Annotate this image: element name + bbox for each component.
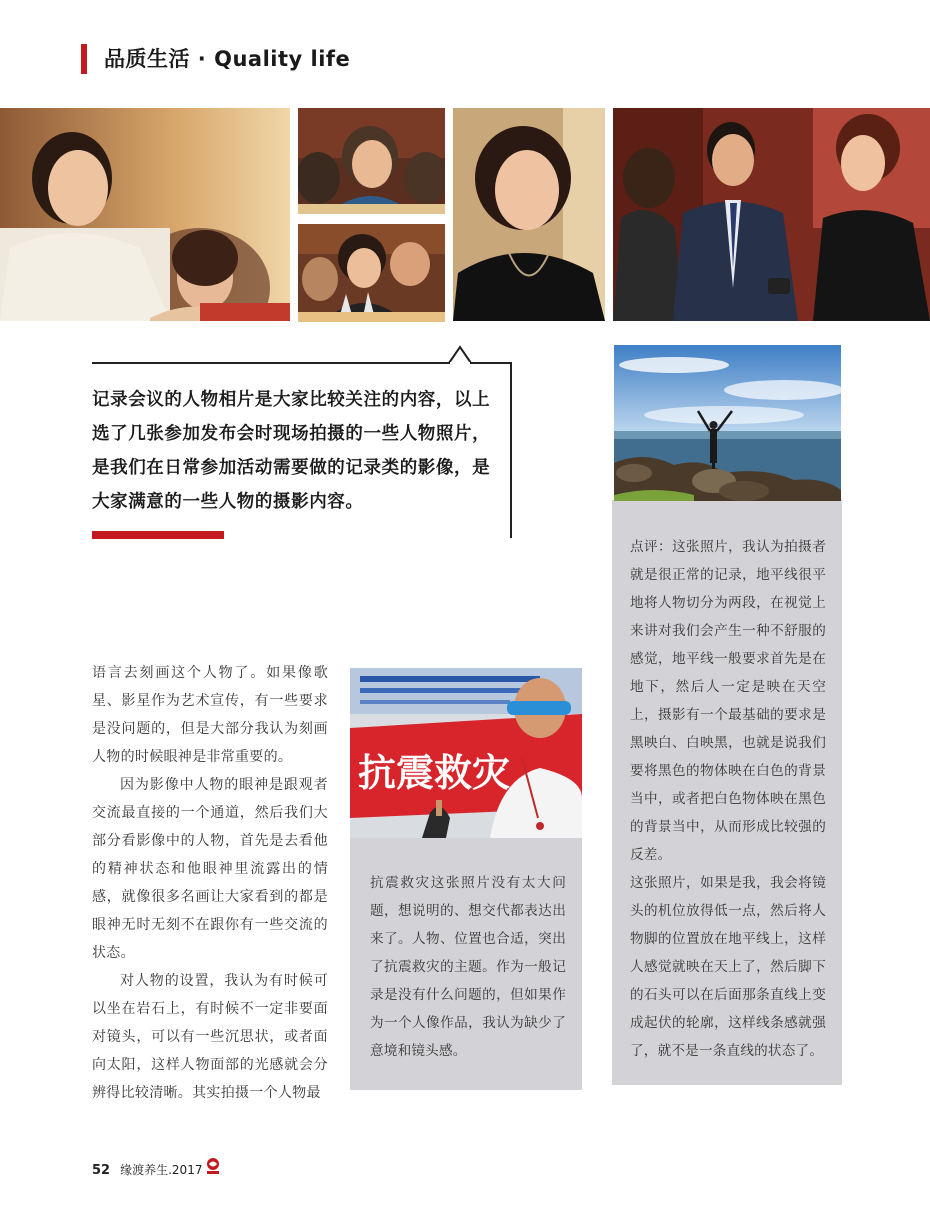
banner-text: 抗震救灾 — [358, 751, 511, 795]
callout-accent-bar — [92, 531, 224, 539]
middle-comment-text: 抗震救灾这张照片没有太大问题，想说明的、想交代都表达出来了。人物、位置也合适，突出了抗震救灾的主题。作为一般记录是没有什么问题的，但如果作为一个人像作品，我认为缺少了意境和镜头感。 — [370, 875, 566, 1059]
woman-glasses-striped-photo — [298, 224, 445, 322]
page-number: 52 — [92, 1163, 111, 1178]
right-comment-paragraph-2: 这张照片，如果是我，我会将镜头的机位放得低一点，然后将人物脚的位置放在地平线上，这样人感觉就映在天上了，然后脚下的石头可以在后面那条直线上变成起伏的轮廓，这样线条感就强了，就不是一条直线的状态了。 — [630, 875, 826, 1059]
callout-pointer — [448, 345, 472, 364]
header-accent-bar — [81, 44, 87, 74]
body-paragraph-2: 因为影像中人物的眼神是跟观者交流最直接的一个通道，然后我们大部分看影像中的人物，首先是去看他的精神状态和他眼神里流露出的情感，就像很多名画让大家看到的都是眼神无时无刻不在跟你有一些交流的状态。 — [92, 777, 328, 961]
man-suit-phone-photo — [613, 108, 930, 321]
magazine-logo-icon — [205, 1157, 221, 1175]
older-woman-glasses-photo — [298, 108, 445, 214]
body-paragraph-3: 对人物的设置，我认为有时候可以坐在岩石上，有时候不一定非要面对镜头，可以有一些沉思状，或者面向太阳，这样人物面部的光感就会分辨得比较清晰。其实拍摄一个人物最 — [92, 973, 328, 1101]
article-body — [92, 659, 328, 1107]
issue-year: .2017 — [168, 1163, 203, 1177]
page-footer — [92, 1160, 202, 1181]
right-comment-text — [630, 533, 826, 1065]
woman-black-dress-photo — [453, 108, 605, 321]
section-title: 品质生活 · Quality life — [104, 47, 351, 71]
man-sunglasses-banner-photo — [350, 668, 582, 838]
man-on-rock-sea-photo — [614, 345, 841, 501]
woman-smiling-photo — [0, 108, 290, 321]
body-paragraph-1: 语言去刻画这个人物了。如果像歌星、影星作为艺术宣传，有一些要求是没问题的，但是大部分我认为刻画人物的时候眼神是非常重要的。 — [92, 665, 328, 765]
right-comment-paragraph-1: 点评：这张照片，我认为拍摄者就是很正常的记录，地平线很平地将人物切分为两段，在视觉上来讲对我们会产生一种不舒服的感觉，地平线一般要求首先是在地下，然后人一定是映在天空上，摄影有一个最基础的要求是黑映白、白映黑，也就是说我们要将黑色的物体映在白色的背景当中，或者把白色物体映在黑色的背景当中，从而形成比较强的反差。 — [630, 539, 826, 863]
callout-text: 记录会议的人物相片是大家比较关注的内容，以上选了几张参加发布会时现场拍摄的一些人物照片，是我们在日常参加活动需要做的记录类的影像，是大家满意的一些人物的摄影内容。 — [92, 390, 491, 512]
magazine-name: 缘渡养生 — [120, 1163, 169, 1177]
callout-border-right — [510, 362, 512, 538]
